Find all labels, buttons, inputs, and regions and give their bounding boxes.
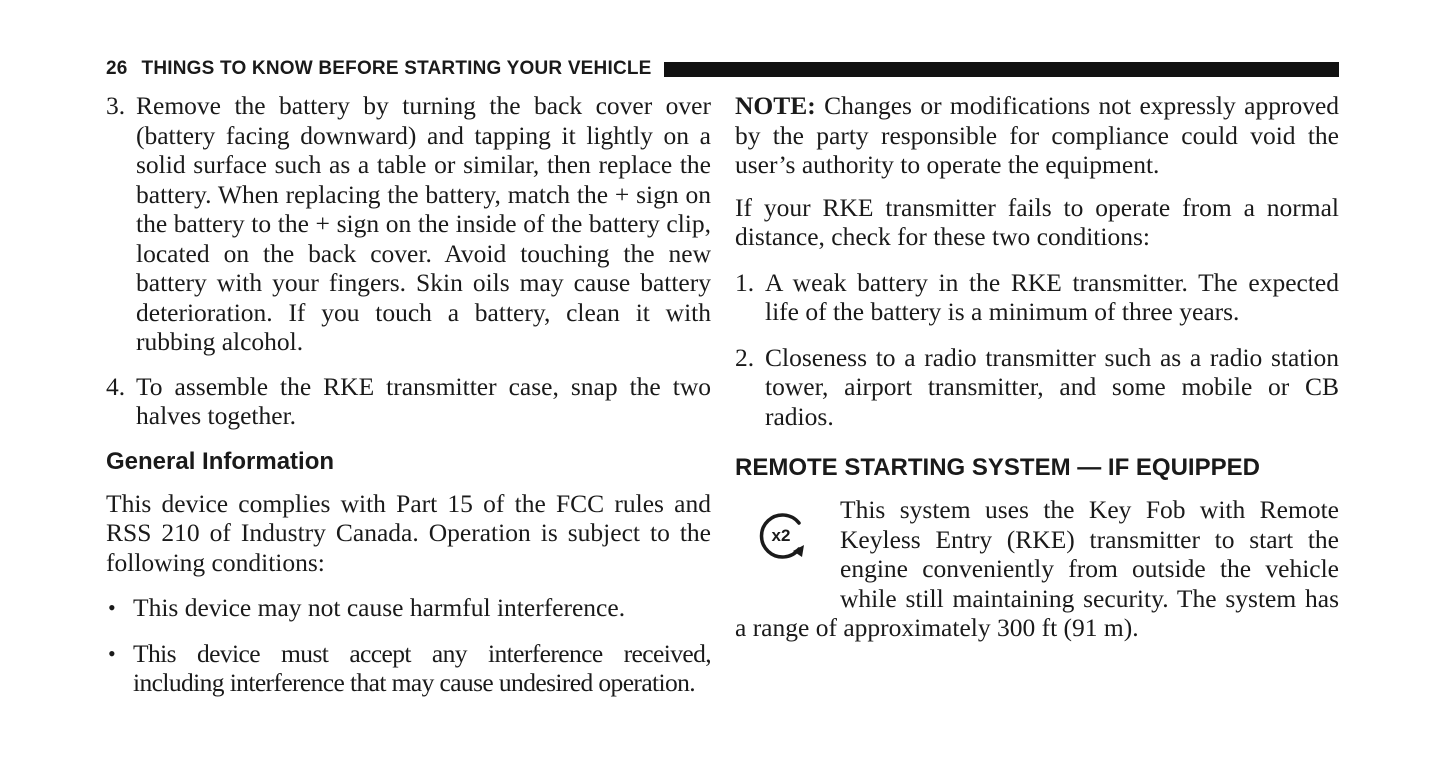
note-text: Changes or modifications not expressly approved by the party responsible for compliance could void the user’s authority to operate the equipment. [735,91,1340,179]
right-column [735,91,1339,643]
remote-icon-label: x2 [771,526,791,545]
bullet-icon: • [108,640,116,666]
bullet-item [106,593,711,623]
step-3-number: 3. [106,91,126,120]
step-3-text: Remove the battery by turning the back cover over (battery facing downward) and tapping it lightly on a solid surface such as a table or similar, then replace the battery. When replacing the battery, match the + sign on the battery to the + sign on the inside of the battery clip, located on the back cover. Avoid touching the new battery with your fingers. Skin oils may cause battery deterioration. If you touch a battery, clean it with rubbing alcohol. [136,91,711,356]
note-label: NOTE: [735,91,816,120]
remote-text-line: a range of approximately 300 ft (91 m). [735,613,1139,642]
remote-text-line: engine conveniently from outside the vehicle [840,554,1339,583]
condition-2-number: 2. [735,342,755,372]
general-information-heading: General Information [106,447,335,475]
page-number: 26 [106,58,128,79]
step-4-text: To assemble the RKE transmitter case, snap the two halves together. [136,371,711,430]
remote-text-line: Keyless Entry (RKE) transmitter to start the [840,524,1339,554]
step-4 [106,372,711,431]
rke-failure-paragraph: If your RKE transmitter fails to operate from a normal distance, check for these two conditions: [735,192,1339,251]
remote-text-line: while still maintaining security. The system has [840,583,1339,613]
step-3 [106,91,711,357]
bullet-1-text: This device may not cause harmful interference. [133,593,626,622]
bullet-2-text: This device must accept any interference received, including interference that may cause undesired operation. [133,638,711,697]
left-column [106,91,711,698]
header-rule [664,62,1339,77]
note-paragraph [735,91,1339,180]
remote-start-x2-icon [755,507,811,563]
bullet-item [106,639,711,698]
remote-starting-section [735,495,1339,643]
remote-starting-heading: REMOTE STARTING SYSTEM — IF EQUIPPED [735,454,1260,481]
page-header [106,57,1339,81]
bullet-icon: • [108,595,116,620]
remote-starting-paragraph [735,495,1339,643]
condition-1-number: 1. [735,267,755,297]
condition-2-text: Closeness to a radio transmitter such as a radio station tower, airport transmitter, and some mobile or CB radios. [765,342,1339,431]
chapter-title: THINGS TO KNOW BEFORE STARTING YOUR VEHICLE [141,58,652,79]
condition-1-text: A weak battery in the RKE transmitter. The expected life of the battery is a minimum of three years. [765,267,1339,326]
step-4-number: 4. [106,371,126,401]
fcc-compliance-paragraph: This device complies with Part 15 of the FCC rules and RSS 210 of Industry Canada. Operation is subject to the following conditions: [106,488,711,577]
condition-1 [735,268,1339,327]
condition-2 [735,343,1339,432]
remote-text-line: This system uses the Key Fob with Remote [840,495,1339,524]
